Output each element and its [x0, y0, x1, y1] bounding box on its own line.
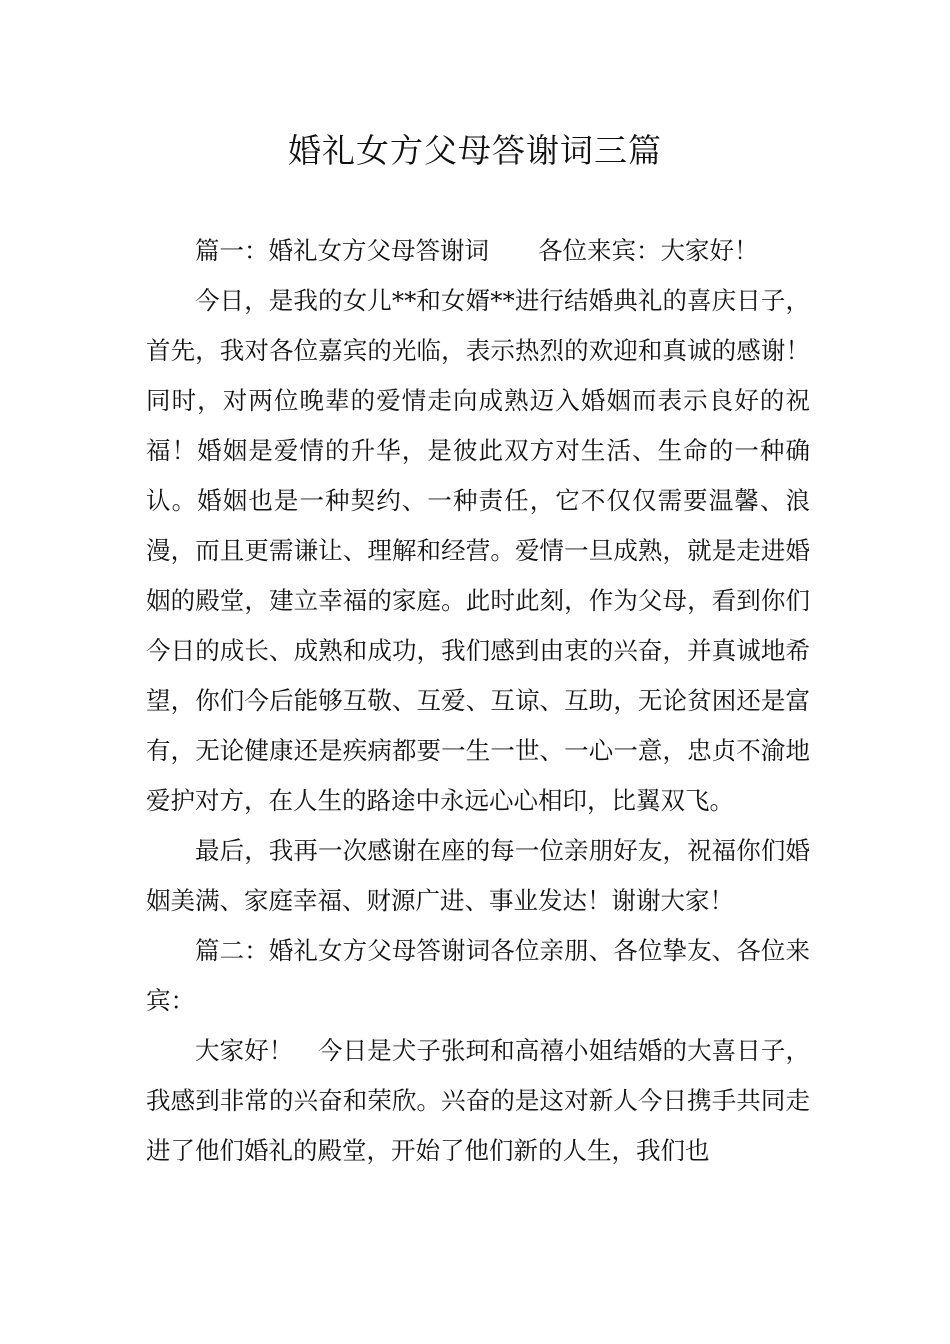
document-title: 婚礼女方父母答谢词三篇: [288, 131, 662, 170]
document-body: [146, 226, 810, 1176]
paragraph-section-one-body: 今日，是我的女儿**和女婿**进行结婚典礼的喜庆日子，首先，我对各位嘉宾的光临，表示热烈的欢迎和真诚的感谢！同时，对两位晚辈的爱情走向成熟迈入婚姻而表示良好的祝福！婚姻是爱情的升华，是彼此双方对生活、生命的一种确认。婚姻也是一种契约、一种责任，它不仅仅需要温馨、浪漫，而且更需谦让、理解和经营。爱情一旦成熟，就是走进婚姻的殿堂，建立幸福的家庭。此时此刻，作为父母，看到你们今日的成长、成熟和成功，我们感到由衷的兴奋，并真诚地希望，你们今后能够互敬、互爱、互谅、互助，无论贫困还是富有，无论健康还是疾病都要一生一世、一心一意，忠贞不渝地爱护对方，在人生的路途中永远心心相印，比翼双飞。: [146, 286, 810, 815]
paragraph-section-one-closing: 最后，我再一次感谢在座的每一位亲朋好友，祝福你们婚姻美满、家庭幸福、财源广进、事业发达！谢谢大家！: [146, 836, 810, 915]
paragraph-section-one-heading: 篇一：婚礼女方父母答谢词 各位来宾：大家好！: [195, 236, 759, 265]
paragraph-section-two-body: 大家好！ 今日是犬子张珂和高禧小姐结婚的大喜日子，我感到非常的兴奋和荣欣。兴奋的是这对新人今日携手共同走进了他们婚礼的殿堂，开始了他们新的人生，我们也: [146, 1036, 810, 1165]
paragraph-section-two-heading: 篇二：婚礼女方父母答谢词各位亲朋、各位挚友、各位来宾：: [146, 936, 810, 1015]
